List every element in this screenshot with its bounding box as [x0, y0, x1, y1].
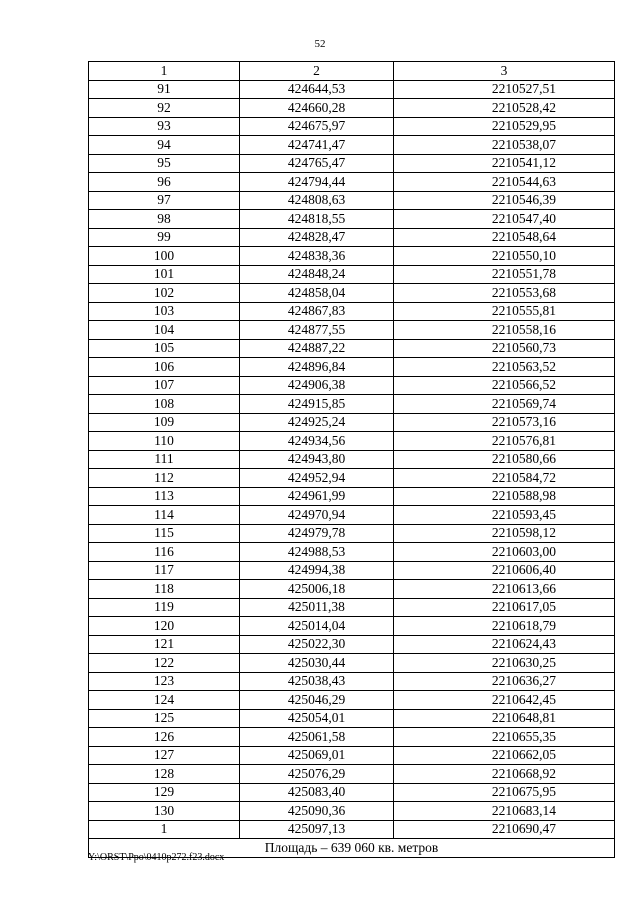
x-coordinate-cell: 424896,84 [240, 358, 394, 377]
table-row [89, 210, 615, 229]
table-row [89, 154, 615, 173]
point-number-cell: 120 [89, 617, 240, 636]
y-coordinate-cell: 2210546,39 [394, 191, 615, 210]
table-row [89, 709, 615, 728]
point-number-cell: 113 [89, 487, 240, 506]
y-coordinate-cell: 2210648,81 [394, 709, 615, 728]
table-row [89, 487, 615, 506]
y-coordinate-cell: 2210529,95 [394, 117, 615, 136]
table-row [89, 247, 615, 266]
table-row [89, 228, 615, 247]
table-row [89, 191, 615, 210]
point-number-cell: 106 [89, 358, 240, 377]
table-row [89, 117, 615, 136]
x-coordinate-cell: 425083,40 [240, 783, 394, 802]
x-coordinate-cell: 425014,04 [240, 617, 394, 636]
point-number-cell: 124 [89, 691, 240, 710]
x-coordinate-cell: 425038,43 [240, 672, 394, 691]
point-number-cell: 118 [89, 580, 240, 599]
table-row [89, 672, 615, 691]
point-number-cell: 114 [89, 506, 240, 525]
y-coordinate-cell: 2210566,52 [394, 376, 615, 395]
point-number-cell: 110 [89, 432, 240, 451]
x-coordinate-cell: 424915,85 [240, 395, 394, 414]
point-number-cell: 111 [89, 450, 240, 469]
x-coordinate-cell: 424988,53 [240, 543, 394, 562]
x-coordinate-cell: 425054,01 [240, 709, 394, 728]
table-row [89, 543, 615, 562]
y-coordinate-cell: 2210655,35 [394, 728, 615, 747]
point-number-cell: 108 [89, 395, 240, 414]
point-number-cell: 1 [89, 820, 240, 839]
table-row [89, 136, 615, 155]
x-coordinate-cell: 424794,44 [240, 173, 394, 192]
point-number-cell: 96 [89, 173, 240, 192]
y-coordinate-cell: 2210569,74 [394, 395, 615, 414]
y-coordinate-cell: 2210527,51 [394, 80, 615, 99]
table-row [89, 469, 615, 488]
footer-file-path: Y:\ORST\Ppo\0410p272.f23.docx [88, 852, 225, 863]
x-coordinate-cell: 425011,38 [240, 598, 394, 617]
y-coordinate-cell: 2210558,16 [394, 321, 615, 340]
x-coordinate-cell: 424675,97 [240, 117, 394, 136]
table-row [89, 395, 615, 414]
point-number-cell: 99 [89, 228, 240, 247]
y-coordinate-cell: 2210613,66 [394, 580, 615, 599]
table-row [89, 580, 615, 599]
point-number-cell: 117 [89, 561, 240, 580]
point-number-cell: 123 [89, 672, 240, 691]
y-coordinate-cell: 2210547,40 [394, 210, 615, 229]
point-number-cell: 107 [89, 376, 240, 395]
x-coordinate-cell: 424741,47 [240, 136, 394, 155]
x-coordinate-cell: 424867,83 [240, 302, 394, 321]
table-row [89, 339, 615, 358]
y-coordinate-cell: 2210636,27 [394, 672, 615, 691]
table-row [89, 728, 615, 747]
x-coordinate-cell: 424887,22 [240, 339, 394, 358]
table-header-row [89, 62, 615, 81]
x-coordinate-cell: 424765,47 [240, 154, 394, 173]
y-coordinate-cell: 2210603,00 [394, 543, 615, 562]
table-row [89, 450, 615, 469]
point-number-cell: 103 [89, 302, 240, 321]
y-coordinate-cell: 2210550,10 [394, 247, 615, 266]
point-number-cell: 130 [89, 802, 240, 821]
x-coordinate-cell: 425090,36 [240, 802, 394, 821]
table-row [89, 746, 615, 765]
point-number-cell: 102 [89, 284, 240, 303]
column-header-1: 1 [89, 62, 240, 81]
point-number-cell: 98 [89, 210, 240, 229]
x-coordinate-cell: 424808,63 [240, 191, 394, 210]
x-coordinate-cell: 424934,56 [240, 432, 394, 451]
x-coordinate-cell: 424994,38 [240, 561, 394, 580]
point-number-cell: 93 [89, 117, 240, 136]
point-number-cell: 116 [89, 543, 240, 562]
coordinates-table [88, 61, 615, 858]
y-coordinate-cell: 2210588,98 [394, 487, 615, 506]
area-cell: Площадь – 639 060 кв. метров [89, 839, 615, 858]
y-coordinate-cell: 2210538,07 [394, 136, 615, 155]
y-coordinate-cell: 2210584,72 [394, 469, 615, 488]
table-row [89, 617, 615, 636]
x-coordinate-cell: 424925,24 [240, 413, 394, 432]
x-coordinate-cell: 425046,29 [240, 691, 394, 710]
x-coordinate-cell: 424877,55 [240, 321, 394, 340]
y-coordinate-cell: 2210624,43 [394, 635, 615, 654]
y-coordinate-cell: 2210668,92 [394, 765, 615, 784]
x-coordinate-cell: 425076,29 [240, 765, 394, 784]
point-number-cell: 92 [89, 99, 240, 118]
x-coordinate-cell: 425061,58 [240, 728, 394, 747]
point-number-cell: 119 [89, 598, 240, 617]
point-number-cell: 109 [89, 413, 240, 432]
x-coordinate-cell: 424848,24 [240, 265, 394, 284]
point-number-cell: 101 [89, 265, 240, 284]
point-number-cell: 112 [89, 469, 240, 488]
point-number-cell: 126 [89, 728, 240, 747]
table-row [89, 654, 615, 673]
table-row [89, 506, 615, 525]
y-coordinate-cell: 2210576,81 [394, 432, 615, 451]
x-coordinate-cell: 425006,18 [240, 580, 394, 599]
column-header-3: 3 [394, 62, 615, 81]
point-number-cell: 121 [89, 635, 240, 654]
y-coordinate-cell: 2210683,14 [394, 802, 615, 821]
x-coordinate-cell: 424906,38 [240, 376, 394, 395]
table-row [89, 765, 615, 784]
x-coordinate-cell: 424961,99 [240, 487, 394, 506]
x-coordinate-cell: 425097,13 [240, 820, 394, 839]
y-coordinate-cell: 2210560,73 [394, 339, 615, 358]
table-row [89, 284, 615, 303]
table-row [89, 173, 615, 192]
point-number-cell: 94 [89, 136, 240, 155]
y-coordinate-cell: 2210642,45 [394, 691, 615, 710]
y-coordinate-cell: 2210551,78 [394, 265, 615, 284]
table-row [89, 376, 615, 395]
y-coordinate-cell: 2210606,40 [394, 561, 615, 580]
x-coordinate-cell: 425069,01 [240, 746, 394, 765]
table-row [89, 99, 615, 118]
x-coordinate-cell: 425030,44 [240, 654, 394, 673]
x-coordinate-cell: 424818,55 [240, 210, 394, 229]
table-row [89, 802, 615, 821]
y-coordinate-cell: 2210541,12 [394, 154, 615, 173]
point-number-cell: 127 [89, 746, 240, 765]
table-row [89, 321, 615, 340]
table-row [89, 413, 615, 432]
point-number-cell: 104 [89, 321, 240, 340]
point-number-cell: 95 [89, 154, 240, 173]
y-coordinate-cell: 2210544,63 [394, 173, 615, 192]
point-number-cell: 129 [89, 783, 240, 802]
x-coordinate-cell: 424660,28 [240, 99, 394, 118]
y-coordinate-cell: 2210548,64 [394, 228, 615, 247]
x-coordinate-cell: 424970,94 [240, 506, 394, 525]
x-coordinate-cell: 424828,47 [240, 228, 394, 247]
point-number-cell: 91 [89, 80, 240, 99]
y-coordinate-cell: 2210630,25 [394, 654, 615, 673]
coordinates-table-body [89, 62, 615, 839]
x-coordinate-cell: 424644,53 [240, 80, 394, 99]
table-row [89, 820, 615, 839]
x-coordinate-cell: 425022,30 [240, 635, 394, 654]
y-coordinate-cell: 2210563,52 [394, 358, 615, 377]
table-row [89, 80, 615, 99]
y-coordinate-cell: 2210553,68 [394, 284, 615, 303]
point-number-cell: 125 [89, 709, 240, 728]
y-coordinate-cell: 2210618,79 [394, 617, 615, 636]
point-number-cell: 105 [89, 339, 240, 358]
x-coordinate-cell: 424943,80 [240, 450, 394, 469]
table-row [89, 524, 615, 543]
table-row [89, 635, 615, 654]
y-coordinate-cell: 2210555,81 [394, 302, 615, 321]
y-coordinate-cell: 2210617,05 [394, 598, 615, 617]
y-coordinate-cell: 2210593,45 [394, 506, 615, 525]
x-coordinate-cell: 424952,94 [240, 469, 394, 488]
page-number: 52 [314, 38, 326, 50]
point-number-cell: 128 [89, 765, 240, 784]
table-row [89, 265, 615, 284]
table-row [89, 691, 615, 710]
point-number-cell: 115 [89, 524, 240, 543]
x-coordinate-cell: 424838,36 [240, 247, 394, 266]
x-coordinate-cell: 424858,04 [240, 284, 394, 303]
y-coordinate-cell: 2210690,47 [394, 820, 615, 839]
y-coordinate-cell: 2210598,12 [394, 524, 615, 543]
point-number-cell: 100 [89, 247, 240, 266]
table-row [89, 302, 615, 321]
y-coordinate-cell: 2210662,05 [394, 746, 615, 765]
point-number-cell: 122 [89, 654, 240, 673]
y-coordinate-cell: 2210675,95 [394, 783, 615, 802]
table-row [89, 432, 615, 451]
y-coordinate-cell: 2210580,66 [394, 450, 615, 469]
y-coordinate-cell: 2210528,42 [394, 99, 615, 118]
table-row [89, 783, 615, 802]
table-row [89, 598, 615, 617]
table-row [89, 358, 615, 377]
y-coordinate-cell: 2210573,16 [394, 413, 615, 432]
point-number-cell: 97 [89, 191, 240, 210]
column-header-2: 2 [240, 62, 394, 81]
x-coordinate-cell: 424979,78 [240, 524, 394, 543]
table-row [89, 561, 615, 580]
